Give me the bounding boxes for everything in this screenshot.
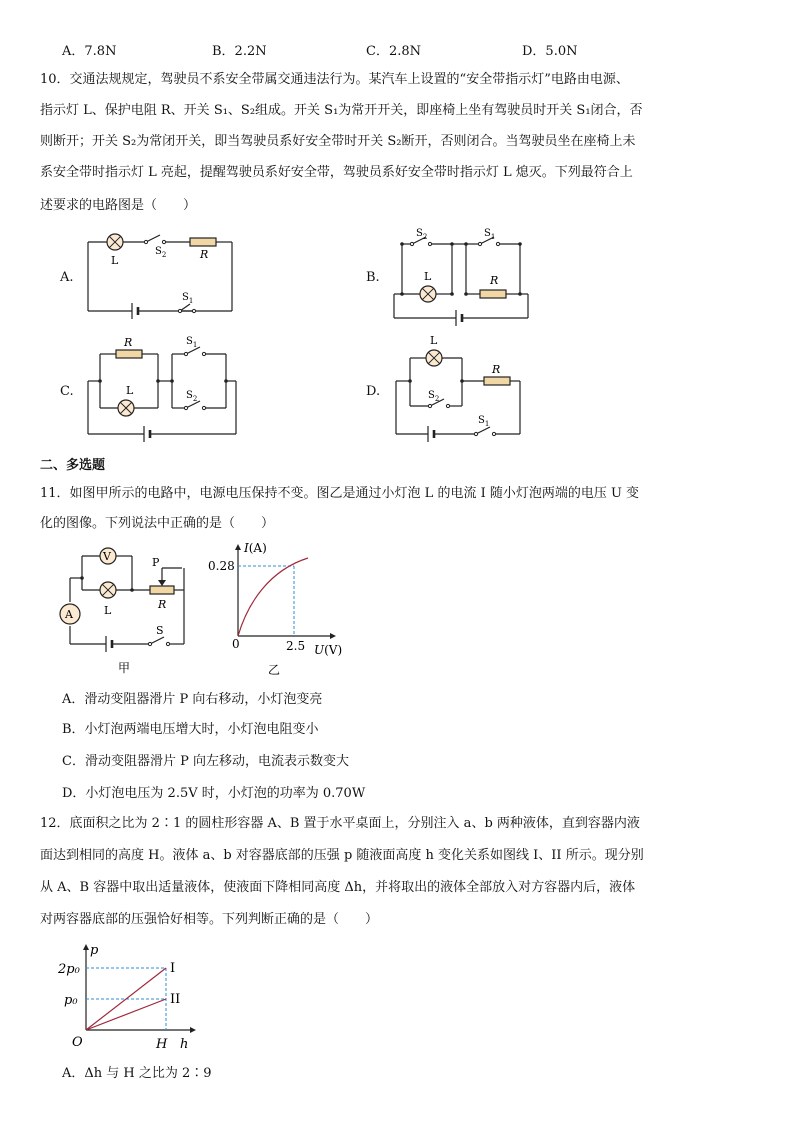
label-l: L: [104, 604, 112, 617]
q12-line-4: 对两容器底部的压强恰好相等。下列判断正确的是（ ）: [40, 912, 379, 927]
q9-option-b: B．2.2N: [212, 44, 267, 59]
graph-xlabel: U(V): [314, 643, 343, 657]
rheostat-icon: [150, 586, 174, 594]
label-r: R: [492, 363, 501, 376]
q12-graph: [56, 938, 206, 1056]
label-s1: $S_1$: [478, 415, 490, 428]
label-line-i: I: [170, 961, 176, 976]
iv-curve: [238, 558, 308, 636]
q11-graph: [204, 540, 354, 680]
q11-option-a: A．滑动变阻器滑片 P 向右移动，小灯泡变亮: [62, 692, 323, 707]
q12-option-a: A．Δh 与 H 之比为 2∶9: [62, 1066, 212, 1081]
graph-xtick: 2.5: [286, 639, 306, 653]
q9-option-d: D．5.0N: [522, 44, 578, 59]
label-s1: $S_1$: [484, 228, 496, 241]
q11-line-1: 11．如图甲所示的电路中，电源电压保持不变。图乙是通过小灯泡 L 的电流 I 随小灯泡两端的电压 U 变: [40, 486, 640, 501]
label-r: R: [124, 336, 133, 349]
q12-line-1: 12．底面积之比为 2∶1 的圆柱形容器 A、B 置于水平桌面上，分别注入 a、b 两种液体，直到容器内液: [40, 816, 640, 831]
circuit-b: [390, 228, 530, 328]
q10-label-b: B.: [366, 270, 380, 285]
graph-xtick: H: [156, 1037, 168, 1052]
graph-ytick-mid: p₀: [64, 993, 78, 1008]
graph-ylabel: p: [90, 943, 99, 958]
resistor-icon: [484, 377, 510, 385]
label-s1: $S_1$: [186, 336, 198, 349]
graph-ytick-top: 2p₀: [58, 962, 80, 977]
circuit-a: [80, 228, 240, 328]
circuit-c: [80, 336, 240, 442]
line-ii: [86, 999, 166, 1030]
resistor-icon: [116, 350, 142, 358]
label-r: R: [490, 274, 499, 287]
q12-line-3: 从 A、B 容器中取出适量液体，使液面下降相同高度 Δh，并将取出的液体全部放入对方容器内后，液体: [40, 880, 636, 895]
resistor-icon: [480, 290, 506, 298]
q11-line-2: 化的图像。下列说法中正确的是（ ）: [40, 516, 275, 531]
graph-ytick: 0.28: [208, 559, 235, 573]
q9-option-a: A．7.8N: [62, 44, 117, 59]
label-l: L: [126, 384, 134, 397]
label-s2: $S_2$: [428, 390, 440, 403]
q9-option-c: C．2.8N: [366, 44, 421, 59]
label-s2: $S_2$: [155, 246, 167, 259]
label-s: S: [156, 624, 164, 637]
graph-ylabel: I(A): [244, 541, 267, 555]
q10-label-c: C.: [60, 384, 74, 399]
label-s2: $S_2$: [416, 228, 428, 241]
q10-line-4: 系安全带时指示灯 L 亮起，提醒驾驶员系好安全带，驾驶员系好安全带时指示灯 L 熄灭。下列最符合上: [40, 165, 633, 180]
q11-option-d: D．小灯泡电压为 2.5V 时，小灯泡的功率为 0.70W: [62, 786, 366, 801]
label-line-ii: II: [170, 992, 181, 1007]
label-r: R: [158, 598, 167, 611]
q11-circuit: [52, 544, 202, 679]
graph-origin: O: [72, 1035, 83, 1050]
q10-label-d: D.: [366, 384, 381, 399]
section-title: 二、多选题: [40, 458, 106, 473]
q10-line-1: 10．交通法规规定，驾驶员不系安全带属交通违法行为。某汽车上设置的“安全带指示灯”电路由电源、: [40, 72, 629, 87]
caption-yi: 乙: [268, 663, 281, 677]
q11-option-c: C．滑动变阻器滑片 P 向左移动，电流表示数变大: [62, 754, 349, 769]
graph-origin: 0: [232, 637, 240, 651]
resistor-icon: [190, 238, 216, 246]
label-l: L: [424, 270, 432, 283]
caption-jia: 甲: [118, 661, 131, 675]
ammeter-label: A: [65, 608, 73, 621]
q11-option-b: B．小灯泡两端电压增大时，小灯泡电阻变小: [62, 722, 319, 737]
q10-label-a: A.: [60, 270, 74, 285]
label-l: L: [430, 334, 438, 347]
label-s2: $S_2$: [186, 390, 198, 403]
label-s1: $S_1$: [182, 292, 194, 305]
label-l: L: [111, 254, 119, 267]
label-p: P: [152, 556, 160, 569]
q12-line-2: 面达到相同的高度 H。液体 a、b 对容器底部的压强 p 随液面高度 h 变化关系如图线 I、II 所示。现分别: [40, 848, 644, 863]
voltmeter-label: V: [103, 550, 111, 563]
circuit-d: [392, 336, 532, 442]
q10-line-5: 述要求的电路图是（ ）: [40, 198, 197, 213]
graph-xlabel: h: [180, 1037, 189, 1052]
label-r: R: [200, 248, 209, 261]
q10-line-2: 指示灯 L、保护电阻 R、开关 S₁、S₂组成。开关 S₁为常开开关，即座椅上坐有驾驶员时开关 S₁闭合，否: [40, 103, 643, 118]
q10-line-3: 则断开；开关 S₂为常闭开关，即当驾驶员系好安全带时开关 S₂断开，否则闭合。当驾驶员坐在座椅上未: [40, 134, 636, 149]
